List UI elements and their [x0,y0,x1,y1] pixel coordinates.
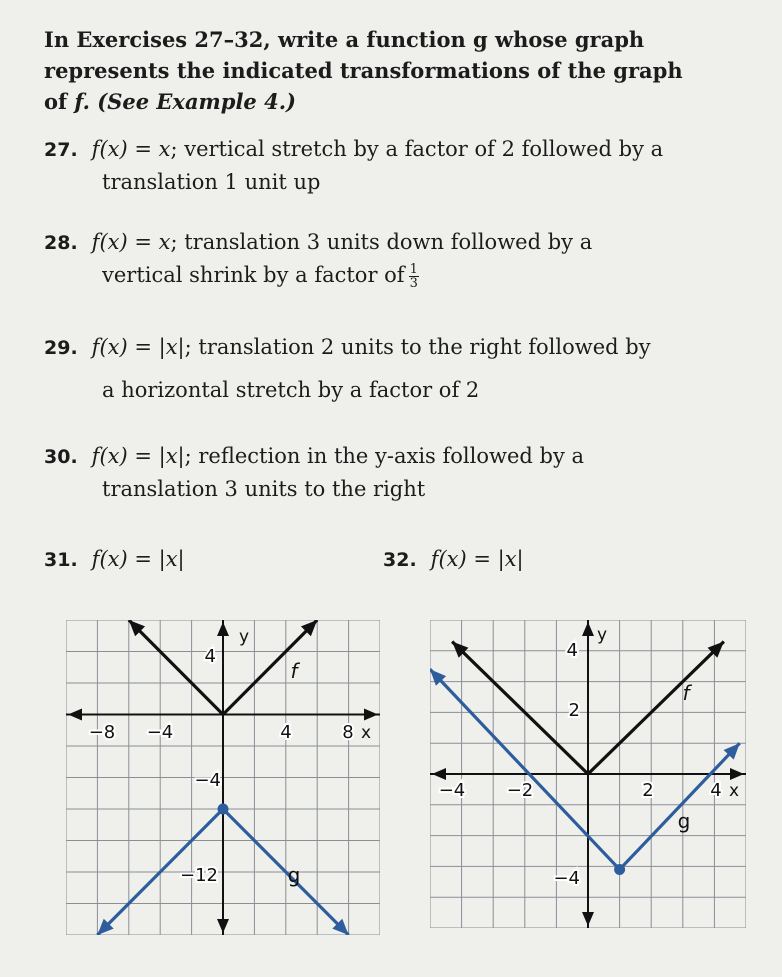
exercise-description: ; reflection in the y-axis followed by a [184,444,585,468]
x-tick-label: 4 [710,780,722,801]
x-tick-label: 4 [280,722,292,743]
instructions-line-2: represents the indicated transformations of the graph [44,58,683,83]
y-tick-label: 4 [566,640,578,661]
graph-31 [66,620,380,935]
series-label-g: g [287,863,301,887]
x-axis-label: x [728,781,740,801]
exercise-function: f(x) = x [91,230,171,254]
exercise-27 [44,133,724,198]
x-tick-label: −2 [506,780,534,801]
exercise-description-cont: translation 3 units to the right [102,477,426,501]
function-lines [430,642,740,875]
exercise-description: ; translation 3 units down followed by a [170,230,593,254]
instructions-of: of [44,89,75,114]
exercise-description: ; vertical stretch by a factor of 2 followed by a [170,137,664,161]
exercise-function: f(x) = x [91,137,171,161]
exercise-number: 29. [44,337,78,359]
fraction-numerator: 1 [409,262,418,277]
y-axis-arrow-down-icon [217,919,229,933]
x-axis-arrow-left-icon [68,709,82,721]
series-g-vertex-point [218,804,229,815]
exercise-function: f(x) = |x| [91,335,185,359]
y-tick-label: −4 [553,868,580,889]
exercise-number: 31. [44,549,78,571]
series-g-vertex-point [614,864,625,875]
instructions-example-ref: (See Example 4.) [89,89,296,114]
instructions-f: f. [74,89,90,114]
fraction-one-third [409,263,419,290]
x-tick-label: −8 [88,722,116,743]
exercise-function: f(x) = |x| [91,547,185,571]
exercise-number: 28. [44,232,78,254]
exercise-30 [44,440,724,505]
exercise-number: 27. [44,139,78,161]
exercise-32 [383,543,683,576]
exercise-28 [44,226,724,291]
x-axis-arrow-left-icon [432,768,446,780]
exercise-number: 32. [383,549,417,571]
y-axis-arrow-up-icon [217,622,229,636]
x-tick-label: 8 [342,722,354,743]
x-tick-label: 2 [642,780,654,801]
x-tick-label: −4 [438,780,466,801]
y-tick-label: −4 [194,770,221,791]
exercise-function: f(x) = |x| [430,547,524,571]
y-axis-label: y [596,625,608,645]
exercise-31 [44,543,344,576]
exercise-number: 30. [44,446,78,468]
x-axis-arrow-right-icon [730,768,744,780]
series-label-f: f [290,659,298,683]
instructions-line-3 [44,86,704,117]
exercise-description: ; translation 2 units to the right followed by [184,335,651,359]
x-axis-label: x [360,723,372,743]
y-axis-arrow-up-icon [582,622,594,636]
exercise-description-text: vertical shrink by a factor of [102,263,405,287]
y-tick-label: 4 [204,646,216,667]
exercise-description-cont: a horizontal stretch by a factor of 2 [102,378,480,402]
instructions [44,24,704,117]
y-tick-label: 2 [568,700,580,721]
y-tick-label: −12 [180,865,218,886]
fraction-denominator: 3 [409,276,418,291]
series-label-g: g [677,809,691,833]
instructions-line-1: In Exercises 27–32, write a function g whose graph [44,27,645,52]
y-axis-arrow-down-icon [582,912,594,926]
exercise-description-cont [44,259,724,291]
series-label-f: f [682,681,690,705]
y-axis-label: y [238,627,250,647]
x-axis-arrow-right-icon [364,709,378,721]
exercise-29 [44,331,724,406]
x-tick-label: −4 [146,722,174,743]
graph-32 [430,620,746,928]
exercise-description-cont: translation 1 unit up [102,170,321,194]
exercise-function: f(x) = |x| [91,444,185,468]
tick-labels [89,627,371,887]
